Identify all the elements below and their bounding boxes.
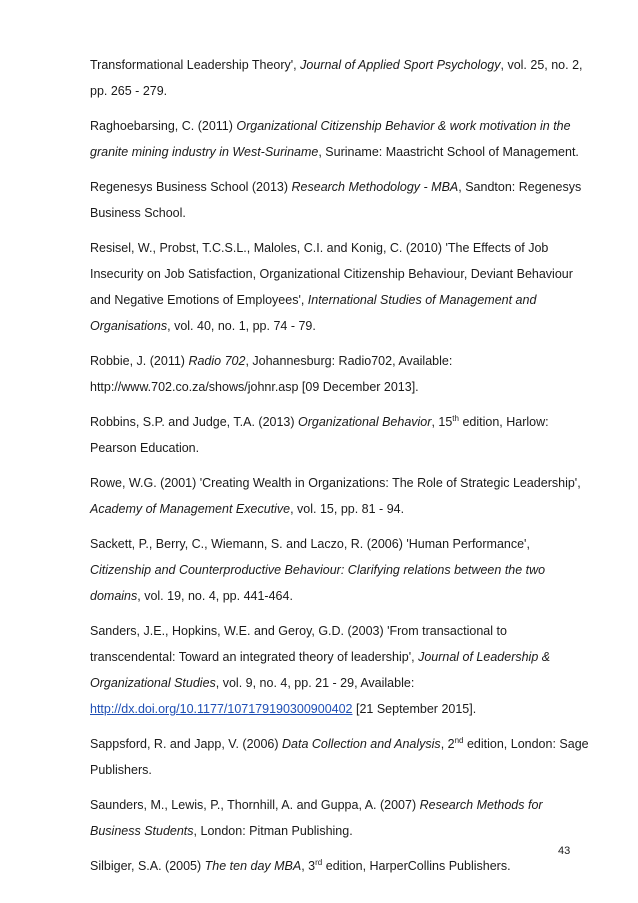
reference-text: Robbins, S.P. and Judge, T.A. (2013) <box>90 415 299 429</box>
reference-text: edition, HarperCollins Publishers. <box>322 859 511 873</box>
reference-text: edition, Harlow: Pearson Education. <box>90 415 549 455</box>
reference-text: , London: Pitman Publishing. <box>193 824 353 838</box>
reference-text: , 2 <box>440 737 455 751</box>
reference-text: Regenesys Business School (2013) <box>90 180 292 194</box>
reference-text: Sanders, J.E., Hopkins, W.E. and Geroy, G.D. (2003) 'From transactional to transcendental: Toward an integrated theory of leadership', <box>90 624 507 664</box>
reference-text: Transformational Leadership Theory', <box>90 58 301 72</box>
reference-list <box>90 52 590 888</box>
reference-text: , Sandton: Regenesys Business School. <box>90 180 582 220</box>
reference-text: , vol. 40, no. 1, pp. 74 - 79. <box>167 319 316 333</box>
reference-entry <box>90 853 590 879</box>
reference-title: The ten day MBA <box>204 859 302 873</box>
reference-text: Robbie, J. (2011) <box>90 354 189 368</box>
reference-entry <box>90 235 590 339</box>
page-number: 43 <box>558 845 571 857</box>
reference-title: Research Methodology - MBA <box>291 180 459 194</box>
reference-entry <box>90 113 590 165</box>
ordinal-suffix: th <box>452 413 459 423</box>
reference-text: , Suriname: Maastricht School of Management. <box>318 145 579 159</box>
reference-text: , 3 <box>301 859 316 873</box>
reference-text: Sappsford, R. and Japp, V. (2006) <box>90 737 283 751</box>
reference-title: International Studies of Management and Organisations <box>90 293 537 333</box>
reference-entry <box>90 348 590 400</box>
reference-title: Citizenship and Counterproductive Behaviour: Clarifying relations between the two domains <box>90 563 546 603</box>
reference-title: Organizational Behavior <box>298 415 432 429</box>
reference-entry <box>90 470 590 522</box>
reference-title: Organizational Citizenship Behavior & work motivation in the granite mining industry in West-Suriname <box>90 119 571 159</box>
reference-text: , 15 <box>431 415 453 429</box>
reference-entry <box>90 531 590 609</box>
ordinal-suffix: nd <box>454 735 464 745</box>
ordinal-suffix: rd <box>315 857 323 867</box>
reference-text: , Johannesburg: Radio702, Available: http://www.702.co.za/shows/johnr.asp [09 December 2013]. <box>90 354 453 394</box>
reference-entry <box>90 409 590 461</box>
reference-text: Silbiger, S.A. (2005) <box>90 859 205 873</box>
reference-entry <box>90 731 590 783</box>
reference-title: Research Methods for Business Students <box>90 798 543 838</box>
reference-text: Resisel, W., Probst, T.C.S.L., Maloles, C.I. and Konig, C. (2010) 'The Effects of Job Insecurity on Job Satisfaction, Organizational Citizenship Behaviour, Deviant Behaviour and Negative Emotions of Employees', <box>90 241 573 307</box>
reference-text: Rowe, W.G. (2001) 'Creating Wealth in Organizations: The Role of Strategic Leadership', <box>90 476 581 490</box>
reference-entry <box>90 174 590 226</box>
reference-title: Academy of Management Executive <box>90 502 291 516</box>
reference-title: Data Collection and Analysis <box>282 737 441 751</box>
reference-text: , vol. 15, pp. 81 - 94. <box>290 502 405 516</box>
reference-title: Journal of Leadership & Organizational Studies <box>90 650 551 690</box>
reference-title: Radio 702 <box>188 354 246 368</box>
reference-text: Sackett, P., Berry, C., Wiemann, S. and Laczo, R. (2006) 'Human Performance', <box>90 537 530 551</box>
reference-entry <box>90 52 590 104</box>
reference-text: Raghoebarsing, C. (2011) <box>90 119 237 133</box>
reference-entry <box>90 618 590 722</box>
reference-title: Journal of Applied Sport Psychology <box>300 58 501 72</box>
reference-entry <box>90 792 590 844</box>
reference-text: , vol. 19, no. 4, pp. 441-464. <box>137 589 293 603</box>
reference-text: Saunders, M., Lewis, P., Thornhill, A. and Guppa, A. (2007) <box>90 798 420 812</box>
reference-text: , vol. 25, no. 2, pp. 265 - 279. <box>90 58 583 98</box>
reference-link[interactable]: http://dx.doi.org/10.1177/107179190300900402 <box>90 702 353 716</box>
reference-text: , vol. 9, no. 4, pp. 21 - 29, Available: <box>215 676 415 690</box>
reference-text: edition, London: Sage Publishers. <box>90 737 589 777</box>
reference-text: [21 September 2015]. <box>352 702 477 716</box>
